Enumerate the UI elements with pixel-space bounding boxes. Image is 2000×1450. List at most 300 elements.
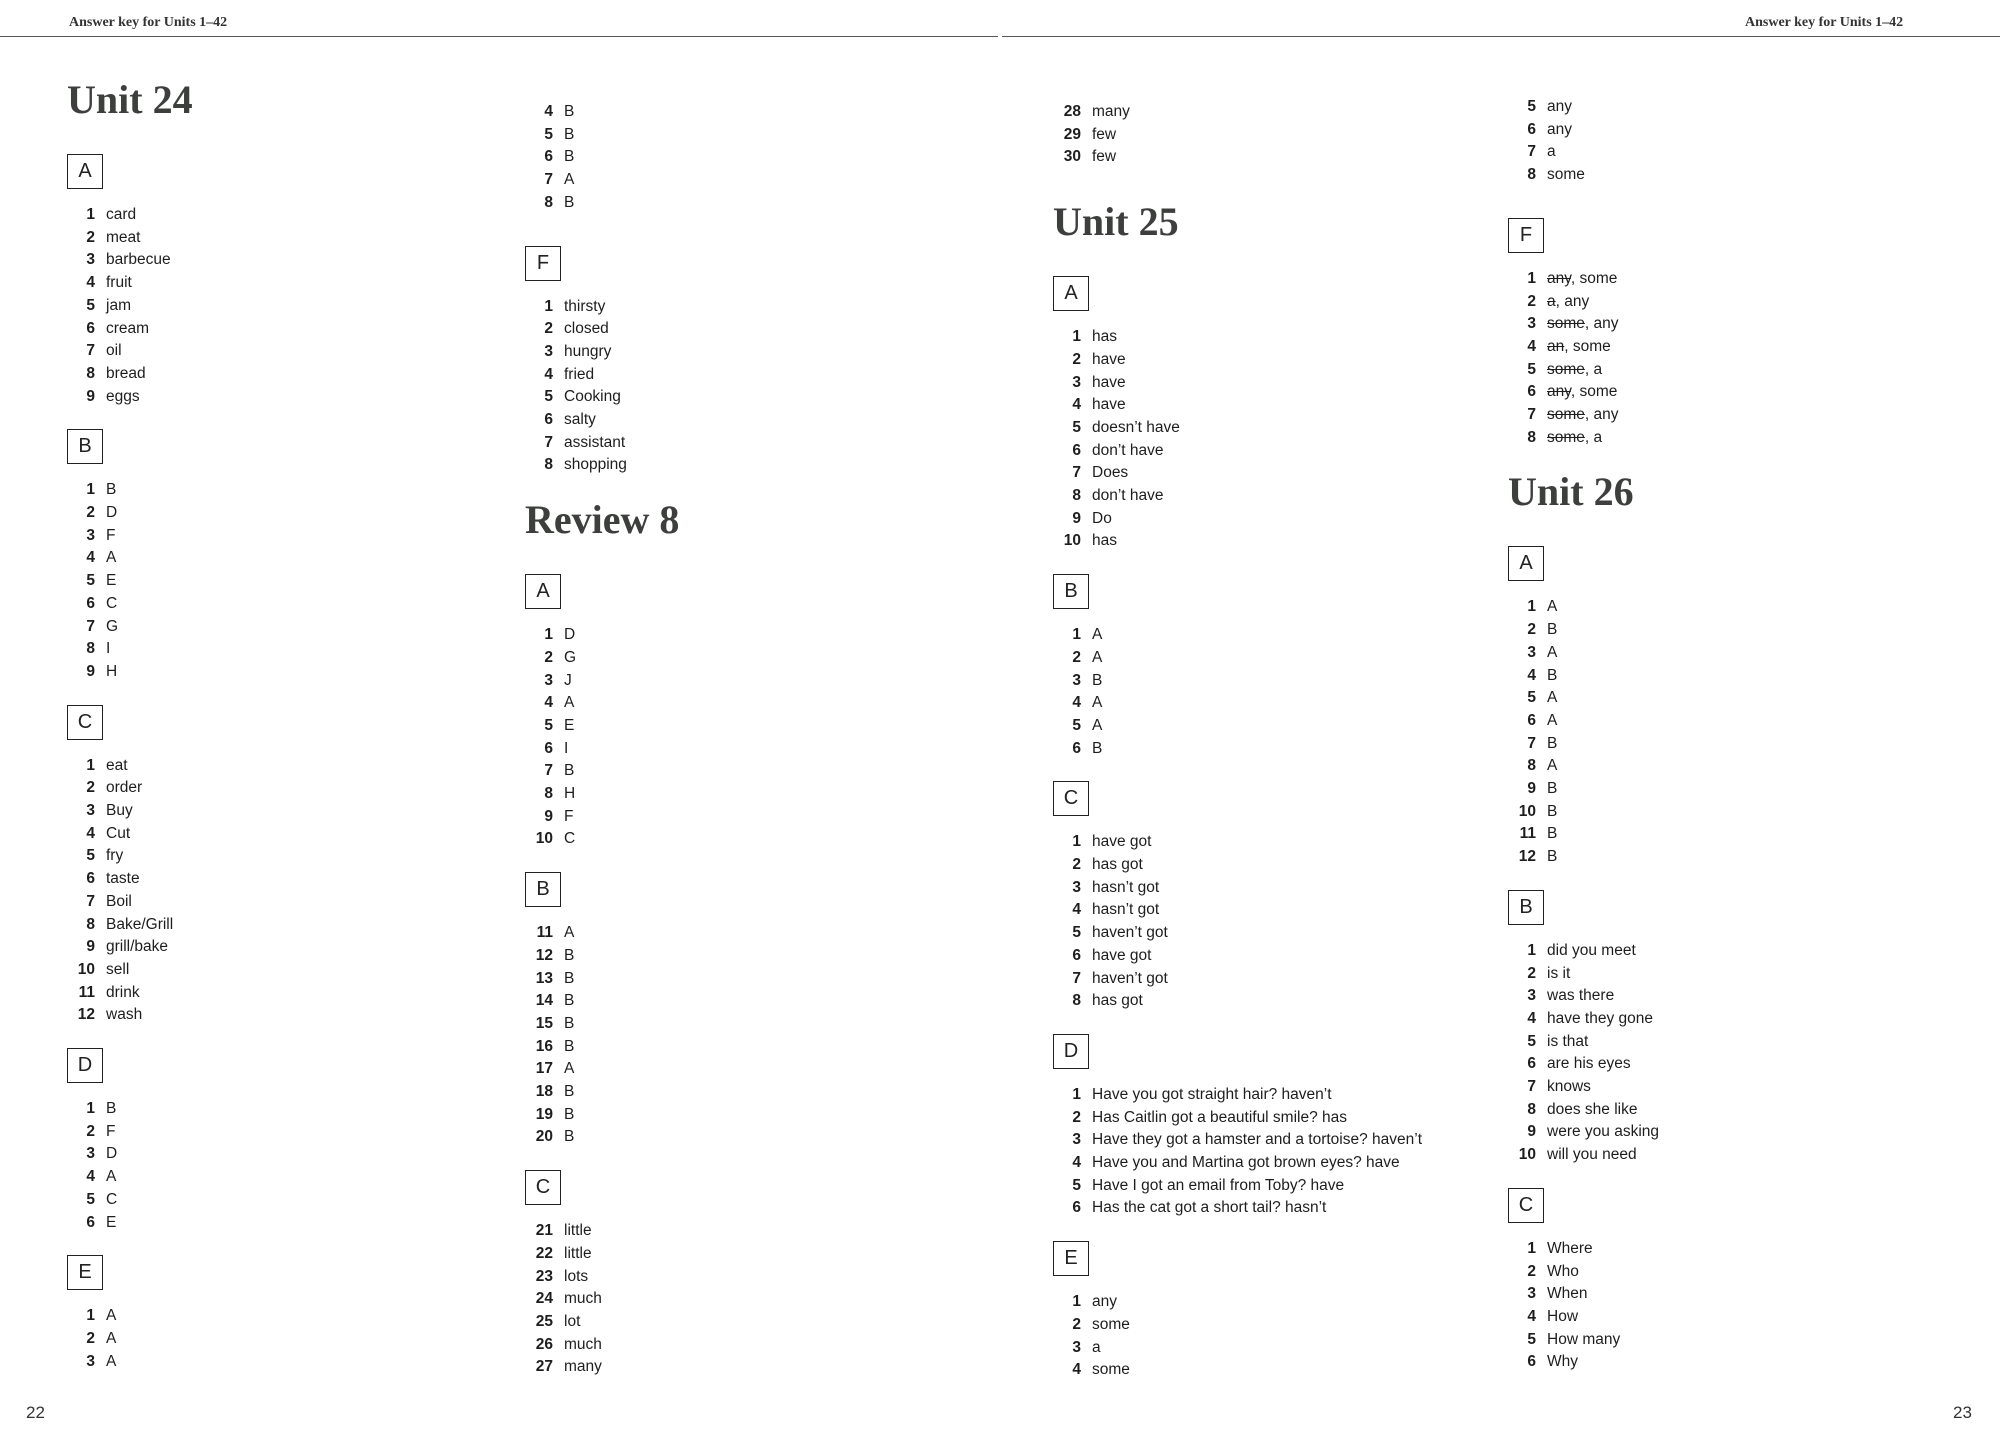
item-answer: B <box>106 481 117 499</box>
item-answer: B <box>1092 671 1103 689</box>
answer-item <box>529 1107 574 1123</box>
answer-item <box>1057 741 1102 757</box>
item-number: 5 <box>544 388 553 406</box>
item-answer: few <box>1092 125 1117 143</box>
item-number: 30 <box>1063 148 1081 166</box>
answer-item <box>529 948 574 964</box>
item-answer: When <box>1547 1285 1588 1303</box>
item-number: 6 <box>1072 441 1081 459</box>
item-number: 2 <box>1527 621 1536 639</box>
item-number: 8 <box>1527 166 1536 184</box>
answer-item <box>529 1269 588 1285</box>
item-answer: C <box>106 1190 118 1208</box>
item-number: 2 <box>86 1122 95 1140</box>
answer-item <box>1057 880 1159 896</box>
item-answer: have got <box>1092 946 1152 964</box>
item-number: 6 <box>86 594 95 612</box>
item-answer: fruit <box>106 274 132 292</box>
item-answer: B <box>1547 825 1558 843</box>
exercise-letter-a: A <box>67 154 103 189</box>
item-answer: B <box>1547 802 1558 820</box>
item-number: 8 <box>86 364 95 382</box>
item-number: 9 <box>1072 509 1081 527</box>
item-answer: meat <box>106 228 141 246</box>
answer-item <box>71 298 131 314</box>
answer-item <box>71 1101 116 1117</box>
item-answer: B <box>564 1128 575 1146</box>
item-answer: a <box>1092 1338 1101 1356</box>
answer-item <box>1057 1200 1326 1216</box>
item-number: 25 <box>535 1312 553 1330</box>
item-number: 6 <box>1527 120 1536 138</box>
answer-item <box>529 673 572 689</box>
answer-item <box>1057 695 1102 711</box>
item-answer: did you meet <box>1547 941 1636 959</box>
answer-item <box>1057 1362 1130 1378</box>
answer-item <box>1057 329 1117 345</box>
answer-item <box>71 528 115 544</box>
item-number: 10 <box>1518 802 1536 820</box>
answer-item <box>1057 1317 1130 1333</box>
item-answer: wash <box>106 1006 143 1024</box>
answer-item <box>529 627 575 643</box>
answer-item <box>1512 599 1557 615</box>
item-answer: A <box>1547 598 1558 616</box>
answer-item <box>1057 1294 1117 1310</box>
answer-item <box>1512 144 1556 160</box>
item-number: 3 <box>1072 671 1081 689</box>
item-answer: E <box>564 716 575 734</box>
answer-item <box>1512 758 1557 774</box>
item-number: 18 <box>535 1083 553 1100</box>
header-rule-left <box>0 36 998 37</box>
exercise-letter-e: E <box>67 1255 103 1290</box>
answer-item <box>1057 104 1130 120</box>
item-answer: hasn’t got <box>1092 878 1160 896</box>
exercise-letter-c: C <box>525 1170 561 1205</box>
item-number: 28 <box>1063 103 1081 120</box>
item-number: 5 <box>1072 418 1081 436</box>
answer-item <box>1057 149 1116 165</box>
item-number: 6 <box>1527 383 1536 401</box>
item-answer: grill/bake <box>106 938 169 956</box>
answer-item <box>529 299 605 315</box>
running-head-right: Answer key for Units 1–42 <box>1745 15 1904 30</box>
answer-item <box>71 343 122 359</box>
answer-item <box>1057 375 1126 391</box>
item-number: 9 <box>86 662 95 680</box>
answer-item <box>1512 1034 1588 1050</box>
answer-item <box>1057 1132 1422 1148</box>
item-number: 3 <box>86 802 95 819</box>
item-answer: B <box>106 1100 117 1117</box>
item-answer: has got <box>1092 992 1143 1010</box>
item-number: 2 <box>86 1329 95 1347</box>
item-answer: I <box>106 640 111 658</box>
answer-item <box>1512 362 1602 378</box>
item-number: 2 <box>86 504 95 521</box>
item-answer: E <box>106 572 117 590</box>
item-number: 3 <box>86 1352 95 1370</box>
item-answer: Have you and Martina got brown eyes? have <box>1092 1154 1400 1171</box>
item-answer: How many <box>1547 1330 1621 1348</box>
item-answer: cream <box>106 319 150 337</box>
answer-item <box>71 230 140 246</box>
answer-item <box>1057 1087 1332 1103</box>
item-number: 5 <box>1072 1176 1081 1194</box>
item-answer: order <box>106 779 143 797</box>
item-number: 11 <box>78 983 95 1001</box>
answer-item <box>1512 736 1557 752</box>
answer-item <box>1057 533 1117 549</box>
exercise-letter-a: A <box>1508 546 1544 581</box>
item-answer: Has the cat got a short tail? hasn’t <box>1092 1199 1327 1217</box>
item-number: 4 <box>86 824 95 842</box>
answer-item <box>529 786 575 802</box>
item-number: 4 <box>544 103 553 120</box>
item-answer: B <box>1547 734 1558 752</box>
item-number: 9 <box>1527 1123 1536 1141</box>
answer-item <box>71 389 140 405</box>
answer-item <box>529 344 611 360</box>
item-number: 3 <box>1527 315 1536 333</box>
item-number: 7 <box>1527 143 1536 161</box>
answer-item <box>71 1124 115 1140</box>
item-number: 2 <box>1072 350 1081 368</box>
item-answer: A <box>1547 757 1558 775</box>
answer-item <box>71 573 116 589</box>
item-number: 6 <box>1072 739 1081 757</box>
item-answer: , a <box>1584 428 1603 446</box>
answer-item <box>1057 465 1128 481</box>
answer-item <box>71 939 168 955</box>
item-number: 1 <box>86 206 95 223</box>
running-head-left: Answer key for Units 1–42 <box>69 15 228 30</box>
answer-item <box>1057 650 1102 666</box>
item-number: 12 <box>77 1006 95 1024</box>
item-answer: J <box>564 671 572 689</box>
answer-item <box>1512 122 1572 138</box>
item-answer: hungry <box>564 342 612 360</box>
unit-title: Unit 25 <box>1053 199 1179 245</box>
item-answer: will you need <box>1547 1146 1637 1164</box>
item-number: 6 <box>544 411 553 428</box>
item-number: 2 <box>1072 648 1081 666</box>
item-answer: Who <box>1547 1262 1579 1280</box>
unit-title: Unit 26 <box>1508 469 1634 515</box>
item-number: 24 <box>535 1290 553 1308</box>
item-number: 2 <box>86 228 95 246</box>
item-number: 8 <box>1527 428 1536 446</box>
item-number: 8 <box>86 915 95 933</box>
item-answer: Have you got straight hair? haven’t <box>1092 1085 1332 1103</box>
item-answer: B <box>564 1083 575 1100</box>
item-number: 3 <box>86 1145 95 1163</box>
item-number: 4 <box>86 1168 95 1186</box>
item-answer: eggs <box>106 387 140 405</box>
exercise-letter-c: C <box>1053 781 1089 816</box>
item-number: 4 <box>1527 337 1536 355</box>
item-answer: sell <box>106 960 130 978</box>
item-number: 22 <box>535 1244 553 1262</box>
answer-item <box>1057 857 1143 873</box>
item-answer: Cooking <box>564 388 621 406</box>
item-number: 11 <box>536 924 553 942</box>
item-answer: A <box>1092 648 1103 666</box>
item-answer: F <box>564 807 574 825</box>
answer-item <box>71 894 132 910</box>
item-number: 10 <box>1518 1146 1536 1164</box>
item-answer: A <box>564 694 575 712</box>
answer-item <box>1512 713 1557 729</box>
item-number: 7 <box>86 892 95 910</box>
item-answer: bread <box>106 364 146 382</box>
item-answer: don’t have <box>1092 441 1164 459</box>
item-answer: A <box>106 549 117 567</box>
item-number: 16 <box>535 1037 553 1055</box>
item-answer: is that <box>1547 1032 1589 1050</box>
exercise-letter-c: C <box>1508 1188 1544 1223</box>
answer-item <box>1512 943 1636 959</box>
item-number: 7 <box>1072 464 1081 482</box>
item-number: 2 <box>1072 1315 1081 1333</box>
item-number: 4 <box>86 274 95 292</box>
answer-item <box>1057 397 1126 413</box>
item-answer: oil <box>106 342 122 360</box>
item-number: 23 <box>535 1267 553 1285</box>
item-number: 6 <box>1527 711 1536 729</box>
item-answer: have <box>1092 350 1126 368</box>
item-answer: taste <box>106 870 140 888</box>
item-number: 6 <box>1072 946 1081 964</box>
item-answer: Bake/Grill <box>106 915 174 933</box>
answer-item <box>71 1308 116 1324</box>
answer-item <box>71 482 116 498</box>
exercise-letter-d: D <box>1053 1034 1089 1069</box>
answer-item <box>71 321 149 337</box>
item-number: 1 <box>1072 1293 1081 1311</box>
exercise-letter-a: A <box>1053 276 1089 311</box>
item-answer: B <box>1092 739 1103 757</box>
exercise-letter-b: B <box>1053 574 1089 609</box>
answer-item <box>1512 1354 1578 1370</box>
item-number: 3 <box>544 671 553 689</box>
answer-item <box>1057 352 1126 368</box>
struck-answer: a <box>1547 292 1556 310</box>
answer-item <box>1512 271 1617 287</box>
answer-item <box>529 412 596 428</box>
item-answer: has <box>1092 532 1117 550</box>
item-answer: Boil <box>106 892 132 910</box>
item-number: 2 <box>1072 1108 1081 1126</box>
answer-item <box>71 780 142 796</box>
item-number: 3 <box>1527 643 1536 661</box>
item-number: 5 <box>86 1190 95 1208</box>
item-number: 7 <box>544 433 553 451</box>
item-answer: A <box>564 171 575 189</box>
item-number: 4 <box>544 365 553 383</box>
answer-item <box>71 619 118 635</box>
item-number: 3 <box>1527 987 1536 1005</box>
item-answer: closed <box>564 320 609 338</box>
item-number: 9 <box>86 938 95 956</box>
answer-item <box>1057 993 1143 1009</box>
answer-item <box>71 1146 117 1162</box>
item-answer: jam <box>106 296 131 314</box>
answer-item <box>71 252 171 268</box>
struck-answer: some <box>1547 406 1585 423</box>
exercise-letter-c: C <box>67 705 103 740</box>
answer-item <box>71 1331 116 1347</box>
item-number: 5 <box>1527 360 1536 378</box>
answer-item <box>1512 167 1585 183</box>
item-number: 7 <box>544 762 553 780</box>
item-number: 6 <box>86 870 95 888</box>
item-answer: B <box>564 103 575 120</box>
item-number: 7 <box>1527 1078 1536 1095</box>
item-answer: few <box>1092 148 1117 166</box>
item-number: 4 <box>1527 666 1536 684</box>
item-answer: shopping <box>564 456 627 474</box>
struck-answer: some <box>1547 428 1585 446</box>
item-answer: have <box>1092 373 1126 391</box>
answer-item <box>529 1359 602 1375</box>
item-answer: much <box>564 1290 602 1308</box>
item-answer: H <box>564 785 576 802</box>
struck-answer: some <box>1547 315 1585 333</box>
item-answer: D <box>106 1145 118 1163</box>
answer-item <box>1512 622 1557 638</box>
item-number: 4 <box>1072 901 1081 919</box>
item-number: 6 <box>86 1213 95 1231</box>
item-number: 5 <box>86 296 95 314</box>
item-answer: A <box>1092 694 1103 712</box>
item-number: 8 <box>1072 487 1081 504</box>
answer-item <box>1057 1155 1400 1171</box>
item-answer: A <box>106 1307 117 1325</box>
item-answer: B <box>1547 848 1558 866</box>
item-answer: B <box>564 193 575 211</box>
exercise-letter-d: D <box>67 1048 103 1083</box>
item-answer: , some <box>1570 383 1618 401</box>
item-answer: Why <box>1547 1353 1578 1371</box>
answer-item <box>1057 127 1116 143</box>
item-number: 1 <box>1072 833 1081 851</box>
item-answer: B <box>564 969 575 987</box>
answer-item <box>1512 316 1619 332</box>
item-number: 9 <box>1527 780 1536 797</box>
answer-item <box>1057 925 1168 941</box>
item-answer: were you asking <box>1547 1123 1660 1141</box>
answer-item <box>529 195 574 211</box>
answer-item <box>71 1354 116 1370</box>
item-number: 3 <box>1072 373 1081 391</box>
item-number: 15 <box>535 1014 553 1032</box>
item-number: 1 <box>86 481 95 499</box>
item-answer: A <box>1092 716 1103 734</box>
answer-item <box>529 104 574 120</box>
item-number: 8 <box>544 785 553 802</box>
answer-item <box>529 809 573 825</box>
item-number: 3 <box>1527 1285 1536 1303</box>
exercise-letter-b: B <box>1508 890 1544 925</box>
item-number: 3 <box>1072 878 1081 896</box>
item-answer: thirsty <box>564 297 606 315</box>
item-number: 7 <box>1527 734 1536 752</box>
item-number: 1 <box>544 626 553 644</box>
item-number: 26 <box>535 1335 553 1353</box>
answer-item <box>1057 971 1168 987</box>
item-answer: any <box>1547 98 1572 115</box>
item-number: 6 <box>86 319 95 337</box>
item-number: 13 <box>535 969 553 987</box>
item-number: 6 <box>1072 1199 1081 1217</box>
item-number: 1 <box>86 1307 95 1325</box>
item-answer: Cut <box>106 824 131 842</box>
item-answer: haven’t got <box>1092 969 1168 987</box>
unit-title: Unit 24 <box>67 77 193 122</box>
struck-answer: any <box>1547 383 1571 401</box>
item-number: 27 <box>535 1358 553 1376</box>
item-answer: drink <box>106 983 140 1001</box>
item-answer: B <box>1547 666 1558 684</box>
item-answer: is it <box>1547 964 1571 982</box>
item-answer: haven’t got <box>1092 924 1168 942</box>
item-number: 2 <box>1527 964 1536 982</box>
answer-item <box>1512 1332 1620 1348</box>
item-number: 5 <box>1072 924 1081 942</box>
item-number: 5 <box>86 572 95 590</box>
item-number: 1 <box>86 1100 95 1117</box>
item-number: 5 <box>1527 689 1536 707</box>
item-number: 6 <box>1527 1353 1536 1371</box>
item-number: 1 <box>1072 1085 1081 1103</box>
answer-item <box>71 550 116 566</box>
answer-item <box>529 763 574 779</box>
item-number: 9 <box>86 387 95 405</box>
item-answer: F <box>106 1122 116 1140</box>
item-number: 14 <box>535 992 553 1010</box>
item-number: 5 <box>1527 98 1536 115</box>
item-answer: B <box>564 148 575 166</box>
answer-item <box>1512 826 1557 842</box>
answer-item <box>529 149 574 165</box>
item-answer: card <box>106 206 137 223</box>
answer-item <box>1057 948 1151 964</box>
answer-item <box>529 741 568 757</box>
item-answer: A <box>106 1329 117 1347</box>
answer-item <box>1512 781 1557 797</box>
item-number: 4 <box>544 694 553 712</box>
answer-item <box>1512 1264 1579 1280</box>
answer-item <box>71 664 117 680</box>
answer-item <box>1512 430 1602 446</box>
item-answer: lots <box>564 1267 589 1285</box>
answer-item <box>1512 1124 1659 1140</box>
item-answer: B <box>564 1105 575 1123</box>
answer-item <box>1512 849 1557 865</box>
item-number: 3 <box>86 526 95 544</box>
item-number: 2 <box>1527 1262 1536 1280</box>
item-number: 11 <box>1519 825 1536 843</box>
header-rule-right <box>1002 36 2000 37</box>
answer-item <box>529 718 574 734</box>
answer-item <box>1057 673 1102 689</box>
answer-item <box>529 971 574 987</box>
item-number: 6 <box>544 739 553 757</box>
item-answer: doesn’t have <box>1092 418 1180 436</box>
answer-item <box>1512 294 1589 310</box>
